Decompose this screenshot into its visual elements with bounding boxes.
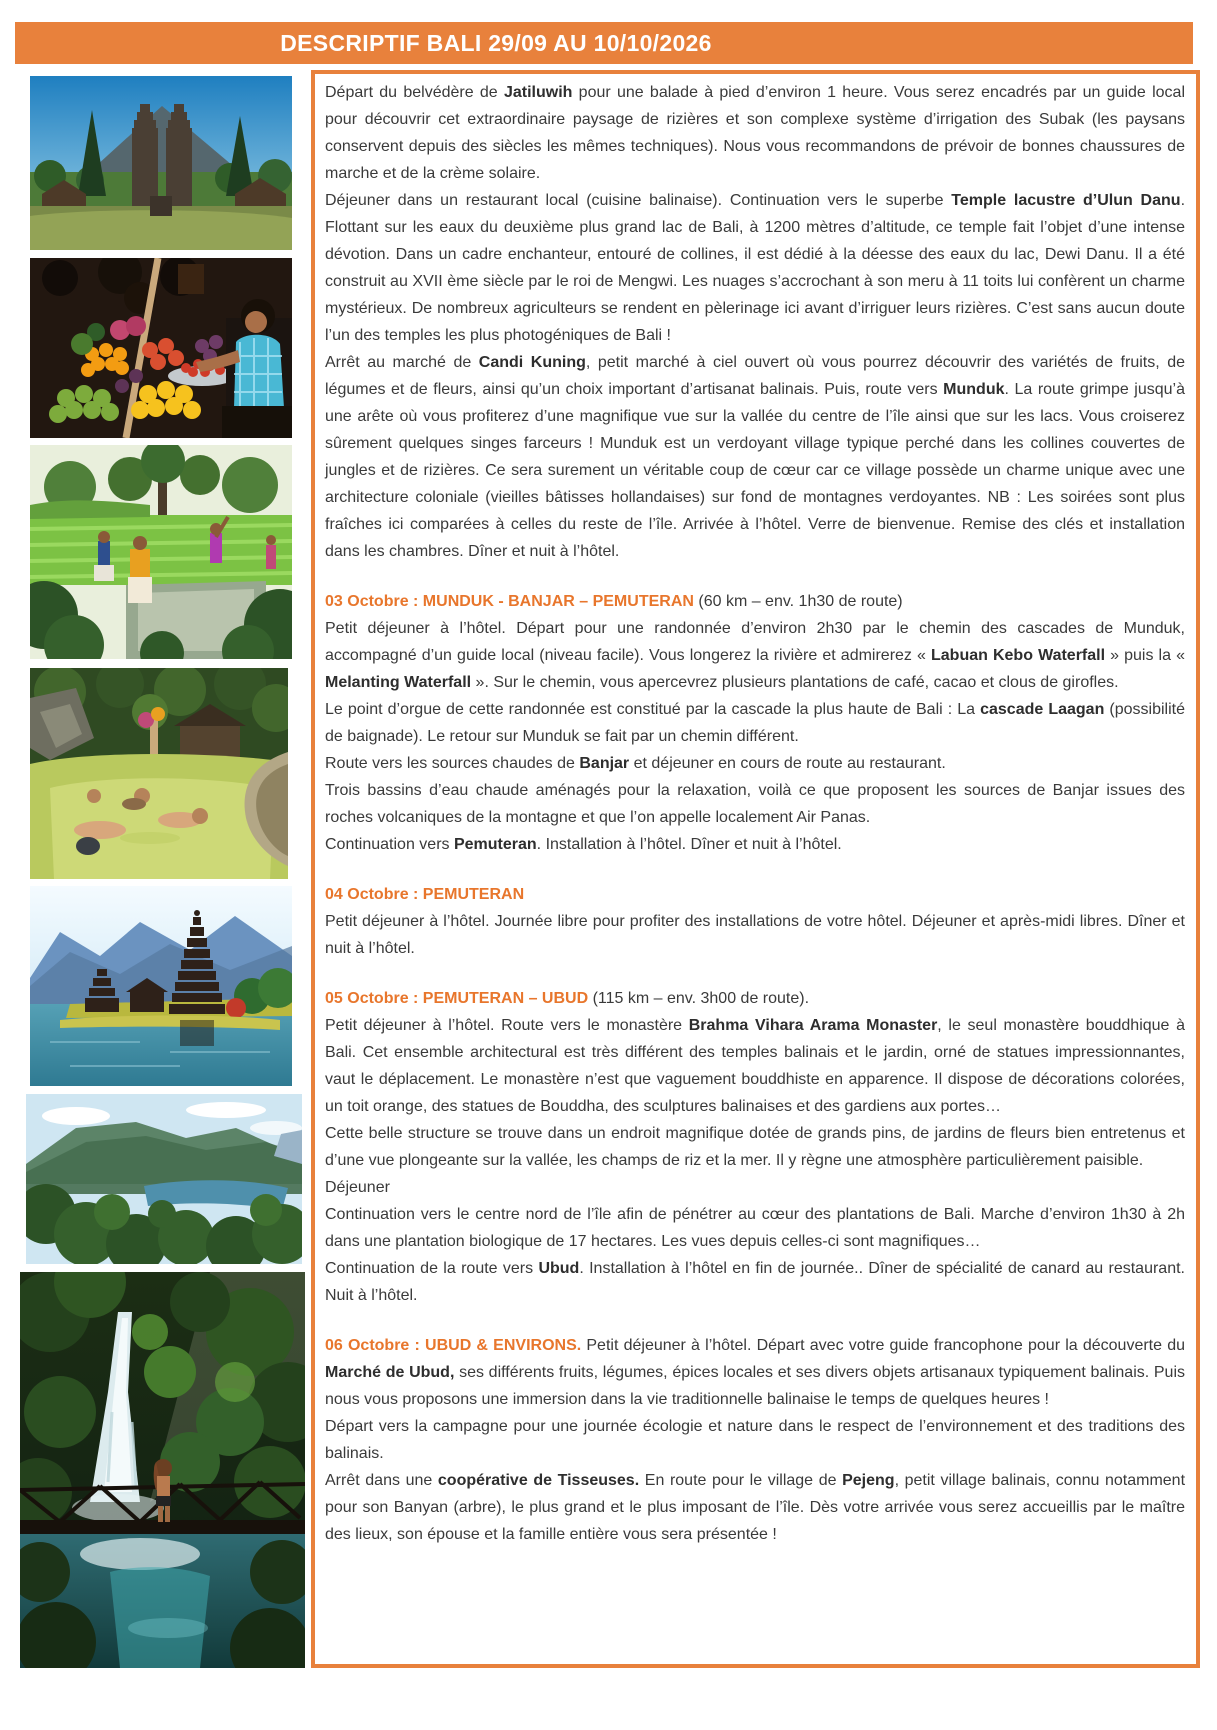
itinerary-blocks: [325, 79, 1185, 1548]
text-segment: coopérative de Tisseuses.: [437, 1472, 640, 1489]
text-segment: Continuation de la route vers: [325, 1260, 539, 1277]
hot-springs-illustration: [30, 668, 288, 879]
photo-twin-lakes-panorama: [26, 1094, 302, 1264]
paragraph: [325, 1255, 1185, 1309]
text-segment: . La route grimpe jusqu’à une arête où vous profiterez d’une magnifique vue sur la vallée du centre de l’île ainsi que sur les lacs. Vous croiserez sûrement quelques singes farceurs ! Munduk est un verdoyant village typique perché dans les collines couvertes de jungles et de rizières. Ce sera surement un véritable coup de cœur car ce village possède un charme unique avec une architecture coloniale (vieilles bâtisses hollandaises) sur fond de montagnes verdoyantes. NB : Les soirées sont plus fraîches ici comparées à celles du reste de l’île. Arrivée à l’hôtel. Verre de bienvenue. Remise des clés et installation dans les chambres. Dîner et nuit à l’hôtel.: [325, 381, 1185, 560]
text-segment: Trois bassins d’eau chaude aménagés pour la relaxation, voilà ce que proposent les sources de Banjar issues des roches volcaniques de la montagne et que l’on appelle localement Air Panas.: [325, 782, 1185, 826]
paragraph: [325, 1201, 1185, 1255]
paragraph: [325, 777, 1185, 831]
page-title: DESCRIPTIF BALI 29/09 AU 10/10/2026: [280, 29, 712, 56]
paragraph: [325, 615, 1185, 696]
day-heading-text: 04 Octobre : PEMUTERAN: [325, 886, 525, 903]
text-segment: Arrêt dans une: [325, 1472, 438, 1489]
text-segment: Munduk: [943, 381, 1005, 398]
text-segment: Temple lacustre d’Ulun Danu: [951, 192, 1181, 209]
photo-banjar-hot-springs: [30, 668, 288, 879]
photo-temple-gates-mountain: [30, 76, 292, 250]
day-heading-text: 05 Octobre : PEMUTERAN – UBUD: [325, 990, 589, 1007]
paragraph: [325, 696, 1185, 750]
paragraph: [325, 1332, 1185, 1413]
photo-ulun-danu-lake-temple: [30, 886, 292, 1086]
day-heading-text: 06 Octobre : UBUD & ENVIRONS.: [325, 1337, 582, 1354]
text-segment: , le seul monastère bouddhique à Bali. Cet ensemble architectural est très différent des temples balinais et le jardin, orné de statues impressionnantes, vaut le déplacement. Le monastère n’est que vaguement bouddhiste en apparence. Il dispose de décorations colorées, un toit orange, des statues de Bouddha, des sculptures balinaises et des gardiens aux portes…: [325, 1017, 1186, 1115]
paragraph: [325, 1467, 1185, 1548]
text-segment: Pejeng: [842, 1472, 895, 1489]
paragraph: [325, 1174, 1185, 1201]
paragraph: [325, 831, 1185, 858]
text-segment: Jatiluwih: [503, 84, 573, 101]
text-segment: pour une balade à pied d’environ 1 heure. Vous serez encadrés par un guide local pour découvrir cet extraordinaire paysage de rizières et son complexe système d’irrigation des Subak (les paysans conservent depuis des siècles les mêmes techniques). Nous vous recommandons de prévoir de bonnes chaussures de marche et de la crème solaire.: [325, 84, 1186, 182]
photo-waterfall-jungle-bridge: [20, 1272, 305, 1668]
paragraph: [325, 1120, 1185, 1174]
text-segment: Continuation vers le centre nord de l’île afin de pénétrer au cœur des plantations de Bali. Marche d’environ 1h30 à 2h dans une plantation biologique de 17 hectares. Les vues depuis celles-ci sont magnifiques…: [325, 1206, 1185, 1250]
text-segment: Melanting Waterfall: [325, 674, 472, 691]
text-segment: Petit déjeuner à l’hôtel. Départ avec votre guide francophone pour la découverte du: [581, 1337, 1186, 1354]
text-segment: (60 km – env. 1h30 de route): [693, 593, 903, 610]
paragraph: [325, 908, 1185, 962]
text-segment: Pemuteran: [453, 836, 537, 853]
text-segment: Le point d’orgue de cette randonnée est constitué par la cascade la plus haute de Bali : La: [325, 701, 981, 718]
text-segment: Arrêt au marché de: [325, 354, 479, 371]
waterfall-bridge-illustration: [20, 1272, 305, 1668]
text-segment: , petit village balinais, connu notamment pour son Banyan (arbre), le plus grand et le plus imposant de l’île. Dès votre arrivée vous serez accueillis par le maître des lieux, son épouse et la famille entière vous sera présentée !: [325, 1472, 1186, 1543]
paragraph: [325, 79, 1185, 187]
day-heading: [325, 881, 1185, 908]
text-segment: Petit déjeuner à l’hôtel. Départ pour une randonnée d’environ 2h30 par le chemin des cascades de Munduk, accompagné d’un guide local (niveau facile). Vous longerez la rivière et admirerez «: [325, 620, 1185, 664]
paragraph: [325, 187, 1185, 349]
rice-fields-illustration: [30, 445, 292, 659]
fruit-market-illustration: [30, 258, 292, 438]
text-segment: . Installation à l’hôtel en fin de journée.. Dîner de spécialité de canard au restaurant. Nuit à l’hôtel.: [325, 1260, 1185, 1304]
photo-rice-fields-ceremony: [30, 445, 292, 659]
text-segment: Déjeuner: [325, 1179, 390, 1196]
text-segment: En route pour le village de: [639, 1472, 843, 1489]
text-segment: . Flottant sur les eaux du deuxième plus grand lac de Bali, à 1200 mètres d’altitude, ce temple fait l’objet d’une intense dévotion. Dans un cadre enchanteur, entouré de collines, il est dédié à la déesse des eaux du lac, Dewi Danu. Il a été construit au XVII ème siècle par le roi de Mengwi. Les nuages s’accrochant à son meru à 11 toits lui confèrent un charme mystérieux. De nombreux agriculteurs se rendent en pèlerinage ici avant d’irriguer leurs rizières. C’est sans aucun doute l’un des temples les plus photogéniques de Bali !: [325, 192, 1186, 344]
text-segment: Départ vers la campagne pour une journée écologie et nature dans le respect de l’environnement et des traditions des balinais.: [325, 1418, 1185, 1462]
text-segment: Labuan Kebo Waterfall: [931, 647, 1106, 664]
paragraph: [325, 1413, 1185, 1467]
text-segment: Cette belle structure se trouve dans un endroit magnifique dotée de grands pins, de jardins de fleurs bien entretenus et d’une vue plongeante sur la vallée, les champs de riz et la mer. Il y règne une atmosphère particulièrement paisible.: [325, 1125, 1185, 1169]
text-segment: Ubud: [538, 1260, 580, 1277]
text-segment: et déjeuner en cours de route au restaurant.: [629, 755, 946, 772]
text-segment: (possibilité de baignade). Le retour sur Munduk se fait par un chemin différent.: [325, 701, 1186, 745]
text-segment: Petit déjeuner à l’hôtel. Route vers le monastère: [325, 1017, 689, 1034]
text-segment: Continuation vers: [325, 836, 454, 853]
text-segment: Brahma Vihara Arama Monaster: [688, 1017, 938, 1034]
text-segment: Banjar: [579, 755, 630, 772]
text-segment: (115 km – env. 3h00 de route).: [588, 990, 810, 1007]
text-segment: ses différents fruits, légumes, épices locales et ses divers objets artisanaux typiquement balinais. Puis nous vous proposons une immersion dans la vie traditionnelle balinaise le temps de quelques heures !: [325, 1364, 1186, 1408]
text-segment: ». Sur le chemin, vous apercevrez plusieurs plantations de café, cacao et clous de girofles.: [471, 674, 1119, 691]
text-segment: Marché de Ubud,: [325, 1364, 455, 1381]
text-segment: Déjeuner dans un restaurant local (cuisine balinaise). Continuation vers le superbe: [325, 192, 952, 209]
text-segment: cascade Laagan: [980, 701, 1105, 718]
text-segment: » puis la «: [1105, 647, 1185, 664]
day-heading-text: 03 Octobre : MUNDUK - BANJAR – PEMUTERAN: [325, 593, 694, 610]
paragraph: [325, 1012, 1185, 1120]
title-bar: [15, 22, 1193, 64]
paragraph: [325, 349, 1185, 565]
paragraph: [325, 750, 1185, 777]
temple-gates-illustration: [30, 76, 292, 250]
text-segment: Départ du belvédère de: [325, 84, 504, 101]
photo-candi-kuning-fruit-market: [30, 258, 292, 438]
text-segment: . Installation à l’hôtel. Dîner et nuit à l’hôtel.: [536, 836, 842, 853]
text-segment: , petit marché à ciel ouvert où vous pourrez découvrir des variétés de fruits, de légumes et de fleurs, ainsi qu’un choix important d’artisanat balinais. Puis, route vers: [325, 354, 1185, 398]
day-heading: [325, 588, 1185, 615]
twin-lakes-illustration: [26, 1094, 302, 1264]
day-heading: [325, 985, 1185, 1012]
text-segment: Route vers les sources chaudes de: [325, 755, 580, 772]
text-segment: Petit déjeuner à l’hôtel. Journée libre pour profiter des installations de votre hôtel. Déjeuner et après-midi libres. Dîner et nuit à l’hôtel.: [325, 913, 1185, 957]
text-segment: Candi Kuning: [478, 354, 586, 371]
lake-temple-illustration: [30, 886, 292, 1086]
itinerary-text-box: [311, 70, 1200, 1668]
